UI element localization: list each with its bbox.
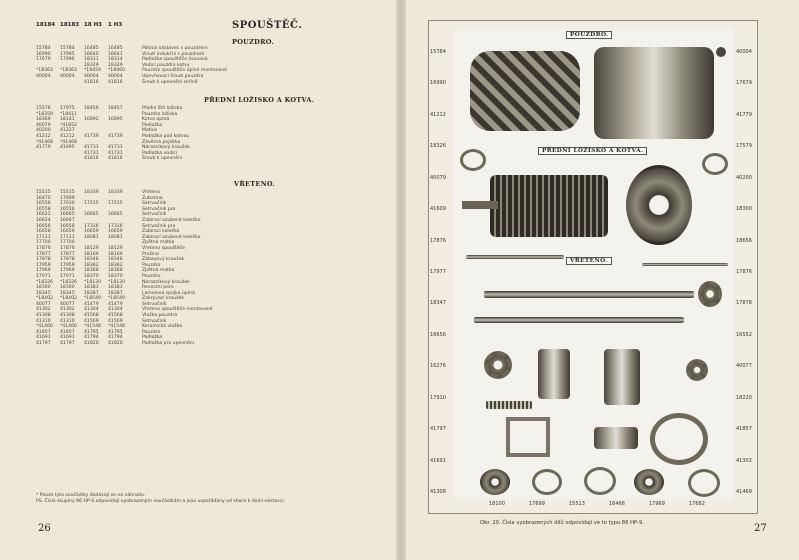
part-description: Pouzdro [142,262,161,268]
part-description: Podložka pod kotvou [142,133,190,139]
part-description: Zpětná matka [142,268,175,274]
sleeve-illustration [538,349,570,399]
part-number: *41466 [60,324,77,330]
part-number: 41731 [84,145,99,151]
part-number: 18300 [60,285,75,291]
reference-number: 41308 [430,489,446,495]
part-description: Lamelová spojka úplná [142,290,195,296]
part-number: *18549 [108,296,125,302]
page-number: 27 [754,523,767,534]
part-description: Zabírací kolečko [142,229,180,235]
page-title: SPOUŠTĚČ. [232,20,303,31]
reference-number: 16276 [430,363,446,370]
part-number: 41304 [108,307,123,313]
plate-section-label: POUZDRO. [566,31,612,39]
part-number: 16556 [36,201,51,207]
part-number: *18402 [36,296,53,302]
part-number: 18329 [84,62,99,68]
reference-number: 40200 [736,174,752,181]
header-code: 1 H3 [108,22,123,28]
part-description: Pružina [142,251,159,257]
part-number: 41302 [36,307,51,313]
ring-illustration [460,149,486,171]
part-number: 41794 [84,335,99,341]
part-number: 18362 [84,262,99,268]
part-description: Setrvačník [142,301,167,307]
pinion-illustration [698,281,722,307]
part-number: 18169 [84,251,99,257]
part-number: 18387 [108,290,123,296]
part-number: 41479 [108,301,123,307]
part-number: 18346 [84,257,99,263]
washer-illustration [634,469,664,495]
part-number: 16895 [108,117,123,123]
part-number: 40200 [36,128,51,134]
part-number: *18120 [108,279,125,285]
part-number: 18368 [84,268,99,274]
part-number: 17971 [60,273,75,279]
part-number: 16990 [36,51,51,57]
part-number: 16640 [84,51,99,57]
part-description: Pólová nástavec s pouzdrem [142,46,208,51]
part-number: 41857 [60,329,75,335]
right-page [406,0,799,560]
part-number: 18368 [108,268,123,274]
part-number: 18339 [84,190,99,195]
part-number: 17878 [60,257,75,263]
spindle-illustration [484,291,694,298]
reference-number: 17579 [736,143,752,150]
part-number: *18326 [60,279,77,285]
part-number: *41468 [60,139,77,145]
reference-number: 18100 [489,501,505,507]
part-number: 18081 [84,234,99,240]
part-description: Závěrná pojistka [142,139,181,145]
part-description: Pouzdro ložiska [142,111,178,117]
part-number: 41568 [84,313,99,319]
part-description: Šroub k upevnění [142,156,183,162]
reference-number: 41609 [430,206,446,213]
part-number: 16667 [60,217,75,223]
part-number: 41731 [108,150,123,156]
ring-illustration [702,153,728,175]
part-number: 15515 [60,190,75,195]
washer-illustration [532,469,562,495]
plate-section-label: VŘETENO. [566,257,612,265]
footnotes [36,493,366,505]
part-number: 16665 [60,212,75,218]
part-number: 41695 [60,145,75,151]
part-description: Vřeteno spouštěče montované [142,307,213,313]
reference-number: 18656 [736,237,752,244]
bearing-illustration [480,469,510,495]
part-number: 41797 [60,341,75,347]
reference-number: 17969 [649,501,665,507]
part-description: Matice [142,128,158,134]
part-number: 40077 [36,301,51,307]
part-number: 41310 [36,318,51,324]
part-number: *41466 [36,324,53,330]
part-number: 15576 [36,106,51,111]
part-number: 18346 [108,257,123,263]
table-row [36,80,227,86]
part-number: 17975 [60,106,75,111]
part-number: 18362 [108,262,123,268]
part-number: 16470 [36,195,51,201]
part-number: *18326 [36,279,53,285]
part-number: 16658 [60,223,75,229]
part-description: Vodicí pouzdro kotvy [142,62,190,68]
part-number: 41857 [36,329,51,335]
part-description: Zpětná matka [142,240,175,246]
part-description: Podložka vodicí [142,150,178,156]
header-code: 18184 [36,22,56,28]
part-number: 18383 [84,285,99,291]
part-number: 41569 [108,318,123,324]
part-description: Podložka spouštěče lisovaná [142,57,208,63]
part-number: 16659 [108,229,123,235]
bearing-shield-illustration [626,165,692,245]
part-description: Nárazníkový kroužek [142,279,190,285]
part-number: 41731 [84,150,99,156]
part-number: 17969 [60,268,75,274]
reference-number: 15784 [430,49,446,55]
gear-illustration [484,351,512,379]
part-description: Kotva úplná [142,117,170,123]
parts-table-vreteno [36,190,213,347]
part-number: 40004 [36,73,51,79]
part-number: 16658 [36,229,51,235]
part-number: 16659 [84,229,99,235]
part-number: 15784 [60,46,75,51]
part-number: 16892 [84,117,99,123]
part-description: Pouzdro spouštěče úplné montované [142,68,227,74]
reference-number: 17679 [736,80,752,87]
part-number: 41308 [60,313,75,319]
part-number [36,156,60,162]
part-number: 41816 [108,79,123,85]
part-number: 41691 [60,335,75,341]
part-number: 16485 [108,46,123,51]
gasket-ring-illustration [650,413,708,465]
part-number: 41820 [108,341,123,347]
sleeve-illustration [604,349,640,405]
part-number: *41468 [36,139,53,145]
part-number: 41227 [60,128,75,134]
footnote: PS. Čísla skupiny 86 HP-S odpovídají vyobrazeným součástkám a jsou uspořádány od shora k dolní nástavci. [36,499,286,504]
part-number: 17630 [60,201,75,207]
part-number: 18329 [108,62,123,68]
part-description: Nárazníkový kroužek [142,145,190,151]
gear-illustration [686,359,708,381]
reference-number: 17699 [529,501,545,507]
reference-number: 41857 [736,426,752,433]
part-description: Podložka pro upevnění [142,341,194,347]
part-number: 16558 [36,206,51,212]
part-number: 41816 [84,79,99,85]
part-number: 41731 [108,145,123,151]
part-number: 17876 [60,245,75,251]
header-codes [36,22,132,28]
header-code: 18 H3 [84,22,102,28]
reference-number: 16990 [430,80,446,87]
part-number: 41816 [108,156,123,162]
part-number: *41852 [60,122,77,128]
table-row [36,156,190,162]
part-number: 18311 [84,57,99,63]
part-description: Přední štít ložiska [142,106,183,111]
book-gutter [396,0,406,560]
part-description: Setrvačník pro [142,223,176,229]
reference-number: 18300 [736,206,752,213]
part-number: 18369 [36,117,51,123]
reference-number: 41302 [736,457,752,464]
part-number: 17969 [36,268,51,274]
bushing-illustration [594,427,638,449]
page-number: 26 [38,523,51,534]
table-row [36,341,213,347]
figure-caption: Obr. 20. Čísla vyobrazených dílů odpovídají ve to typu 86 HP-9. [480,520,644,526]
part-number: 41310 [60,318,75,324]
part-number: 16624 [36,217,51,223]
part-number: 17959 [36,262,51,268]
part-number: 41794 [108,335,123,341]
part-description: Šroub k upevnění skříně [142,79,198,85]
reference-number: 16552 [736,331,752,338]
part-number: 18370 [84,273,99,279]
part-number: 18300 [36,285,51,291]
part-number: 17679 [36,57,51,63]
part-number: 16665 [108,212,123,218]
part-number: 17959 [60,262,75,268]
part-number: 16659 [60,229,75,235]
part-description: Podložka [142,335,163,341]
part-description: Vinutí indukční s pouzdrem [142,51,205,57]
part-description: Vřeteno [142,190,161,195]
part-description: Setrvačník [142,212,167,218]
part-description: Podložka [142,122,163,128]
reference-number: 17910 [430,394,446,401]
screw-illustration [716,47,726,57]
part-description: Reverzní pero [142,285,174,291]
part-number: 41779 [36,145,51,151]
part-number: *18120 [84,279,101,285]
reference-number: 41469 [736,489,752,495]
part-number: 16641 [108,51,123,57]
part-number: *18359 [36,111,53,117]
spring-illustration [486,401,532,409]
part-number: 41739 [108,133,123,139]
parts-plate [428,20,758,514]
part-number: 18339 [108,190,123,195]
part-description: Setrvačník pro [142,206,176,212]
reference-number: 17876 [736,269,752,275]
part-number: 17699 [60,195,75,201]
part-number: 18456 [84,106,99,111]
part-number: 18387 [84,290,99,296]
parts-table-pouzdro [36,46,227,85]
housing-cylinder-illustration [594,47,714,139]
part-number: 17316 [108,223,123,229]
part-number: 17515 [108,201,123,207]
part-description: Setrvačník [142,201,167,207]
part-number: 17995 [60,51,75,57]
section-heading-vreteno: VŘETENO. [234,180,276,188]
part-number: *41548 [84,324,101,330]
part-number: 16656 [36,223,51,229]
part-number: 16556 [60,206,75,212]
part-number: 41304 [84,307,99,313]
part-number: 17877 [60,251,75,257]
part-number [36,80,60,86]
part-number [60,80,84,86]
reference-number: 41797 [430,426,446,433]
part-number: *18460 [108,68,125,74]
part-number: *18411 [60,111,77,117]
part-number: 18129 [108,245,123,251]
part-description: Pouzdro [142,329,161,335]
part-number: 18314 [108,57,123,63]
part-number: 18370 [108,273,123,279]
part-number: *41548 [108,324,125,330]
part-number: 41308 [36,313,51,319]
part-description: Zábavový kroužek [142,257,185,263]
plate-section-label: PŘEDNÍ LOŽISKO A KOTVA. [538,147,647,155]
reference-number: 41779 [736,111,752,118]
part-number: 17971 [36,273,51,279]
part-number: 15515 [36,190,51,195]
part-description: Zakrývací kroužek [142,296,185,302]
part-number: 18345 [36,290,51,296]
reference-number: 40004 [736,49,752,55]
part-number: *18363 [60,68,77,74]
part-description: Zabírací ozubené kolečko [142,217,201,223]
reference-number: 18347 [430,300,446,307]
thin-rod-illustration [466,255,564,259]
reference-number: 18220 [736,394,752,401]
reference-number: 18326 [430,143,446,150]
left-page [0,0,396,560]
part-number: 17876 [36,245,51,251]
washer-illustration [688,469,720,497]
part-number [60,156,84,162]
part-number: 41479 [84,301,99,307]
part-number: 41820 [84,341,99,347]
part-number: 15784 [36,46,51,51]
reference-number: 41691 [430,457,446,464]
part-number: 18081 [108,234,123,240]
reference-number: 40077 [736,363,752,370]
header-code: 18183 [60,22,80,28]
part-number: 40004 [60,73,75,79]
part-number: 16485 [84,46,99,51]
part-number: 17111 [36,234,51,240]
part-description: Pouzdro [142,273,161,279]
part-number: 41212 [60,133,75,139]
part-number: 17877 [36,251,51,257]
reference-number: 17682 [689,501,705,507]
part-number: 17996 [60,57,75,63]
footnote: * Pouze tyto součástky dodávají se na náhradu. [36,493,146,498]
part-number: 41691 [36,335,51,341]
part-number: 17700 [36,240,51,246]
plate-gasket-illustration [506,417,550,457]
part-number: 41569 [84,318,99,324]
washer-illustration [584,467,616,495]
part-number: 40004 [108,73,123,79]
part-number: 18457 [108,106,123,111]
part-number: 17111 [60,234,75,240]
reference-number: 17878 [736,300,752,307]
part-number: 18383 [108,285,123,291]
part-number: 18141 [60,117,75,123]
section-heading-lozisko: PŘEDNÍ LOŽISKO A KOTVA. [204,96,315,104]
part-number: 41795 [84,329,99,335]
part-description: Zubatina [142,195,163,201]
part-number: 18169 [108,251,123,257]
part-number: 41212 [36,133,51,139]
section-heading-pouzdro: POUZDRO. [232,38,274,46]
part-number: 17515 [84,201,99,207]
part-number: *18402 [60,296,77,302]
part-number: 41816 [84,156,99,162]
reference-number: 41212 [430,111,446,118]
reference-number: 15513 [569,501,585,507]
part-number: 16622 [36,212,51,218]
part-description: Keramická vložka [142,324,183,330]
part-number: *18459 [84,68,101,74]
reference-number: 17876 [430,237,446,244]
part-description: Setrvačník [142,318,167,324]
reference-number: 40079 [430,174,446,181]
part-number: 41795 [108,329,123,335]
part-description: Zabírací ozubené kolečko [142,234,201,240]
spindle-illustration [474,317,684,323]
parts-table-lozisko [36,106,190,162]
armature-shaft-illustration [462,201,498,209]
parts-photo [454,29,734,499]
armature-illustration [490,175,608,237]
part-number: 41797 [36,341,51,347]
part-number: 18345 [60,290,75,296]
reference-number: 16466 [609,501,625,507]
part-number: 16665 [84,212,99,218]
part-number: 41739 [84,133,99,139]
part-number: 40077 [60,301,75,307]
part-number: 17700 [60,240,75,246]
part-number: *18363 [36,68,53,74]
reference-number: 17977 [430,269,446,275]
part-number: 17316 [84,223,99,229]
part-number: 17878 [36,257,51,263]
part-number: 41568 [108,313,123,319]
part-number: 40004 [84,73,99,79]
part-number: *18549 [84,296,101,302]
part-number: 41302 [60,307,75,313]
part-description: Vřeteno spouštěče [142,245,185,251]
part-number: 40079 [36,122,51,128]
part-description: Upevňovací šroub pouzdra [142,73,204,79]
reference-number: 16656 [430,331,446,338]
field-coil-illustration [470,51,580,131]
thin-rod-illustration [642,263,728,266]
part-description: Vložka pouzdra [142,313,178,319]
part-number: 18129 [84,245,99,251]
